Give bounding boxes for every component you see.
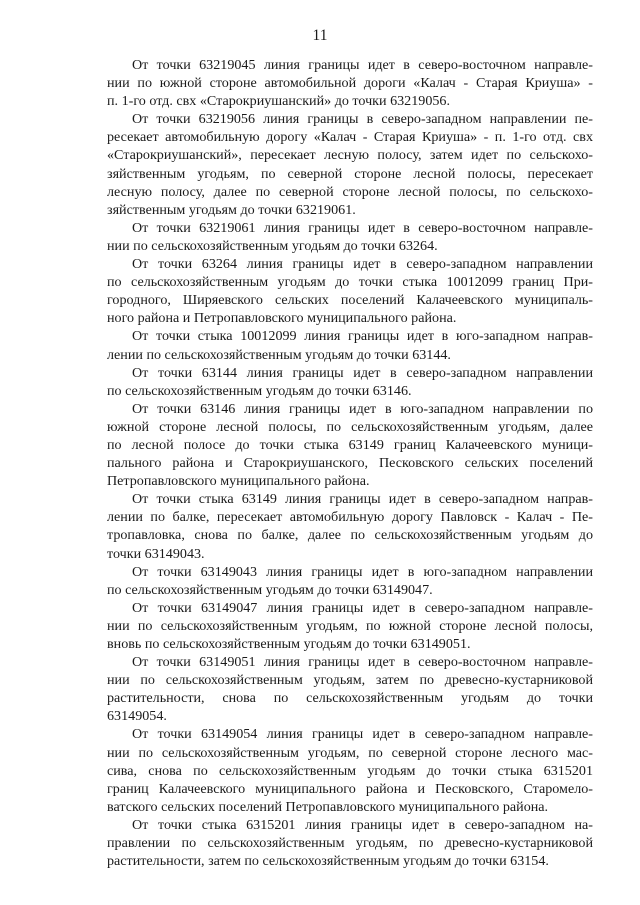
text-line: правлении по сельскохозяйственным угодьям, по древесно-кустарниковой xyxy=(107,835,593,852)
text-line: городного, Ширяевского сельских поселений Калачеевского муниципаль- xyxy=(107,292,593,309)
paragraph xyxy=(107,563,593,599)
text-line: От точки стыка 6315201 линия границы идет в северо-западном на- xyxy=(132,816,593,833)
text-line: ватского сельских поселений Петропавловского муниципального района. xyxy=(107,798,549,815)
paragraph xyxy=(107,56,593,110)
paragraph xyxy=(107,653,593,725)
paragraph xyxy=(107,219,593,255)
text-line: От точки 63219056 линия границы в северо-западном направлении пе- xyxy=(132,111,593,128)
text-line: по лесной полосе до точки стыка 63149 границ Калачеевского муници- xyxy=(107,436,593,453)
document-body xyxy=(107,56,593,870)
text-line: точки 63149043. xyxy=(107,545,205,562)
text-line: От точки 63264 линия границы идет в северо-западном направлении xyxy=(132,256,593,273)
text-line: по сельскохозяйственным угодьям до точки стыка 10012099 границ При- xyxy=(107,274,593,291)
text-line: «Старокриушанский», пересекает лесную полосу, затем идет по сельскохо- xyxy=(107,147,593,164)
text-line: От точки 63149054 линия границы идет в северо-западном направле- xyxy=(132,726,593,743)
paragraph xyxy=(107,490,593,562)
paragraph xyxy=(107,816,593,870)
text-line: лении по сельскохозяйственным угодьям до точки 63144. xyxy=(107,346,451,363)
paragraph xyxy=(107,400,593,490)
text-line: От точки 63149051 линия границы идет в северо-восточном направле- xyxy=(132,654,593,671)
text-line: 63149054. xyxy=(107,708,167,725)
text-line: границ Калачеевского муниципального района и Песковского, Старомело- xyxy=(107,780,593,797)
text-line: ного района и Петропавловского муниципального района. xyxy=(107,310,457,327)
text-line: нии по сельскохозяйственным угодьям, затем по древесно-кустарниковой xyxy=(107,672,593,689)
text-line: вновь по сельскохозяйственным угодьям до точки 63149051. xyxy=(107,636,471,652)
text-line: зяйственным угодьям, по северной стороне лесной полосы, пересекает xyxy=(107,165,593,182)
text-line: От точки 63149047 линия границы идет в северо-западном направле- xyxy=(132,599,593,616)
page-number: 11 xyxy=(312,27,328,44)
text-line: От точки 63149043 линия границы идет в юго-западном направлении xyxy=(132,563,593,580)
text-line: лении по балке, пересекает автомобильную дорогу Павловск - Калач - Пе- xyxy=(107,509,593,526)
text-line: лесную полосу, далее по северной стороне лесной полосы, по сельскохо- xyxy=(107,183,593,200)
paragraph xyxy=(107,110,593,219)
text-line: тропавловка, снова по балке, далее по сельскохозяйственным угодьям до xyxy=(107,527,593,544)
text-line: нии по сельскохозяйственным угодьям до точки 63264. xyxy=(107,237,438,254)
paragraph xyxy=(107,725,593,815)
text-line: ресекает автомобильную дорогу «Калач - Старая Криуша» - п. 1-го отд. свх xyxy=(107,129,593,146)
paragraph xyxy=(107,364,593,400)
paragraph xyxy=(107,327,593,363)
text-line: От точки стыка 63149 линия границы идет в северо-западном направ- xyxy=(132,491,593,508)
text-line: п. 1-го отд. свх «Старокриушанский» до точки 63219056. xyxy=(107,93,450,110)
text-line: растительности, затем по сельскохозяйственным угодьям до точки 63154. xyxy=(107,853,549,870)
text-line: нии по южной стороне автомобильной дороги «Калач - Старая Криуша» - xyxy=(107,75,593,92)
text-line: От точки стыка 10012099 линия границы идет в юго-западном направ- xyxy=(132,328,593,345)
text-line: От точки 63219045 линия границы идет в северо-восточном направле- xyxy=(132,57,593,73)
text-line: сива, снова по сельскохозяйственным угодьям до точки стыка 6315201 xyxy=(107,762,593,779)
text-line: нии по сельскохозяйственным угодьям, по южной стороне лесной полосы, xyxy=(107,617,593,634)
text-line: зяйственным угодьям до точки 63219061. xyxy=(107,201,356,218)
paragraph xyxy=(107,255,593,327)
text-line: по сельскохозяйственным угодьям до точки 63146. xyxy=(107,382,412,399)
text-line: по сельскохозяйственным угодьям до точки 63149047. xyxy=(107,581,433,598)
text-line: Петропавловского муниципального района. xyxy=(107,473,370,490)
paragraph xyxy=(107,599,593,653)
text-line: пального района и Старокриушанского, Песковского сельских поселений xyxy=(107,455,593,472)
text-line: От точки 63219061 линия границы идет в северо-восточном направле- xyxy=(132,219,593,236)
text-line: От точки 63146 линия границы идет в юго-западном направлении по xyxy=(132,400,593,417)
text-line: нии по сельскохозяйственным угодьям, по северной стороне лесного мас- xyxy=(107,744,593,761)
text-line: От точки 63144 линия границы идет в северо-западном направлении xyxy=(132,364,593,381)
text-line: южной стороне лесной полосы, по сельскохозяйственным угодьям, далее xyxy=(107,418,593,435)
text-line: растительности, снова по сельскохозяйственным угодьям до точки xyxy=(107,690,593,707)
